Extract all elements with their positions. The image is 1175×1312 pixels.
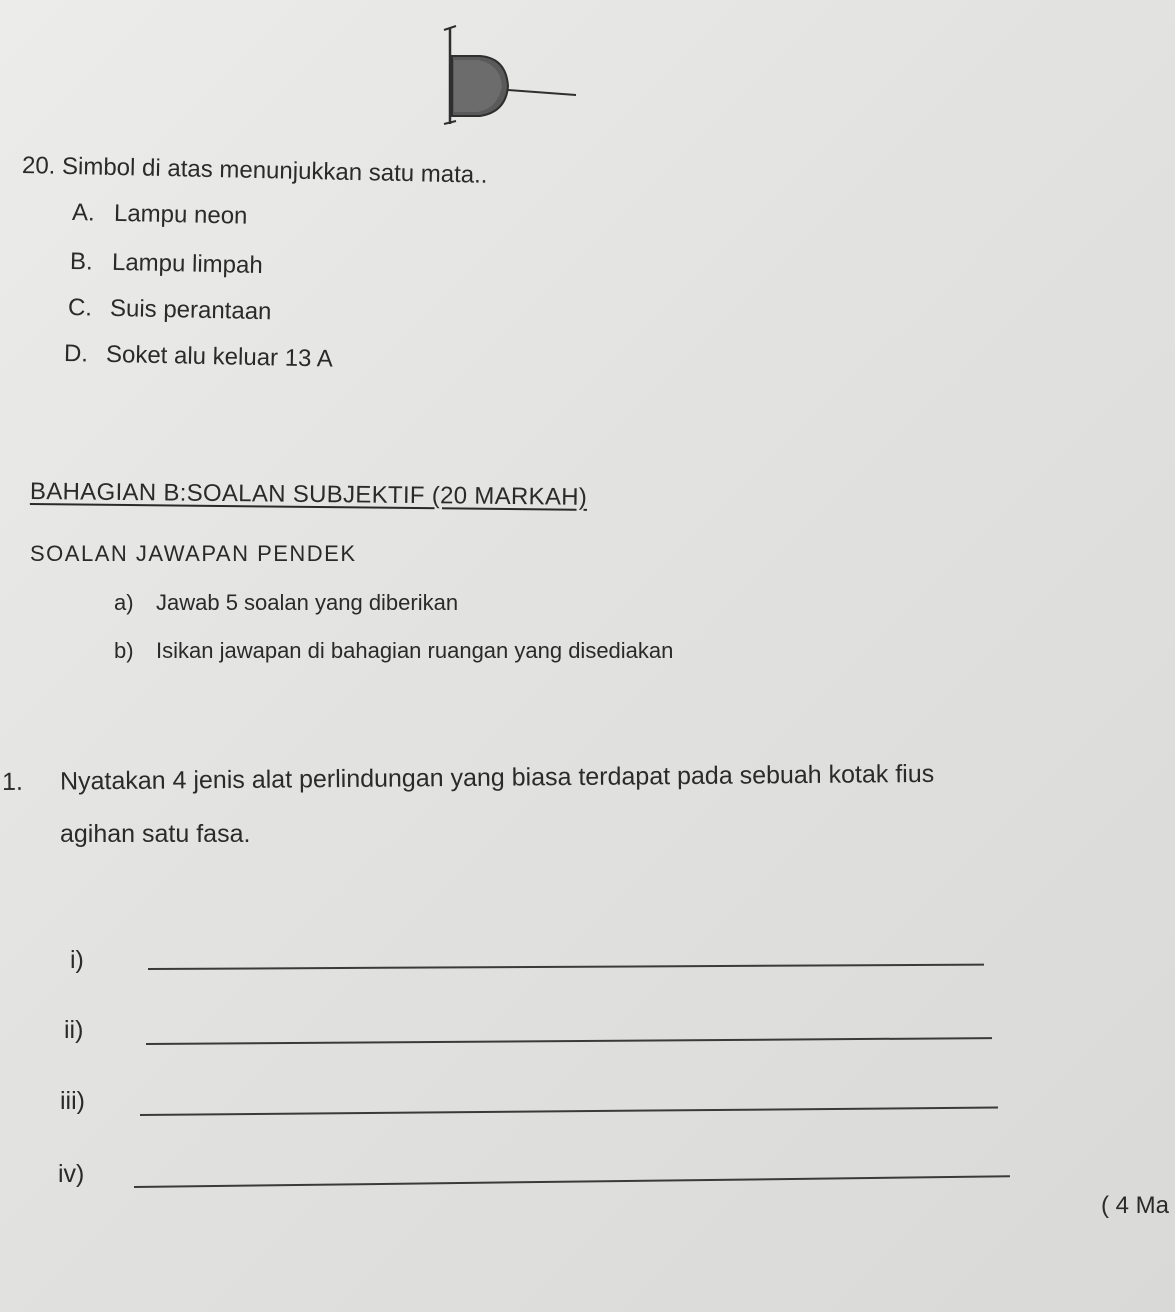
answer-line-ii[interactable] xyxy=(146,1037,992,1045)
question-20-stem: 20. Simbol di atas menunjukkan satu mata.. xyxy=(21,152,488,189)
answer-label-iv: iv) xyxy=(58,1160,85,1188)
option-d xyxy=(64,340,333,374)
answer-line-iii[interactable] xyxy=(140,1107,998,1116)
question-1-number: 1. xyxy=(1,767,23,796)
option-letter: C. xyxy=(67,294,93,322)
option-b xyxy=(70,248,263,280)
instruction-text: Jawab 5 soalan yang diberikan xyxy=(156,590,459,615)
option-text: Soket alu keluar 13 A xyxy=(105,340,334,373)
option-letter: B. xyxy=(69,248,93,276)
option-text: Lampu neon xyxy=(113,199,248,230)
instruction-letter: b) xyxy=(114,638,134,663)
answer-line-i[interactable] xyxy=(148,964,984,970)
instruction-b xyxy=(114,638,673,664)
instruction-a xyxy=(114,590,458,616)
option-letter: A. xyxy=(71,199,95,227)
option-c xyxy=(68,294,272,326)
option-text: Lampu limpah xyxy=(111,248,264,280)
answer-line-iv[interactable] xyxy=(134,1175,1010,1188)
section-b-subtitle: SOALAN JAWAPAN PENDEK xyxy=(30,541,357,566)
answer-label-ii: ii) xyxy=(64,1016,84,1044)
question-1-text xyxy=(2,760,934,797)
question-1-line2: agihan satu fasa. xyxy=(60,820,251,848)
answer-label-iii: iii) xyxy=(60,1087,85,1115)
option-a xyxy=(72,199,248,231)
instruction-letter: a) xyxy=(114,590,134,615)
lamp-symbol-icon xyxy=(436,20,586,135)
option-text: Suis perantaan xyxy=(109,294,272,326)
answer-label-i: i) xyxy=(70,946,84,974)
question-1-line1: Nyatakan 4 jenis alat perlindungan yang biasa terdapat pada sebuah kotak fius xyxy=(59,759,935,796)
option-letter: D. xyxy=(63,340,89,368)
instruction-text: Isikan jawapan di bahagian ruangan yang disediakan xyxy=(156,638,674,663)
marks-label: ( 4 Ma xyxy=(1101,1192,1170,1219)
section-b-title: BAHAGIAN B:SOALAN SUBJEKTIF (20 MARKAH) xyxy=(29,478,588,511)
